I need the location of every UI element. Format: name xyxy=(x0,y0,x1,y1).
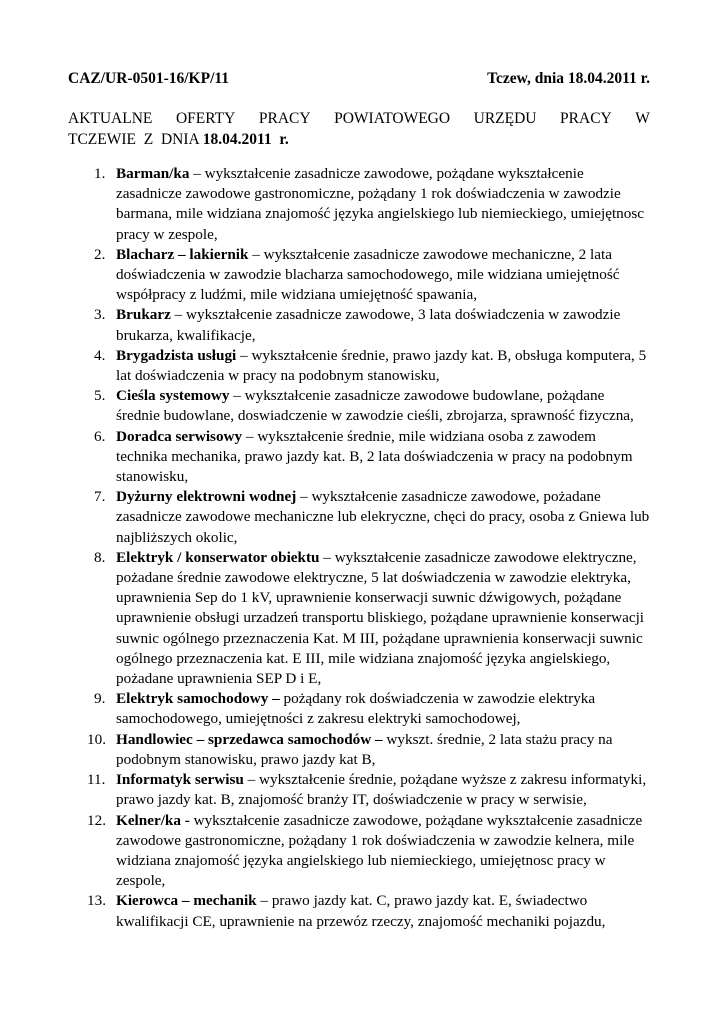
offer-description: – wykształcenie zasadnicze zawodowe mechaniczne, 2 lata doświadczenia w zawodzie blacharza samochodowego, mile widziana umiejętność współpracy z ludźmi, mile widziana umiejętność spawania, xyxy=(116,245,620,304)
offer-number: 11. xyxy=(87,771,106,789)
offer-number: 6. xyxy=(94,427,106,445)
title-date: 18.04.2011 r. xyxy=(202,131,289,148)
offer-description: – prawo jazdy kat. C, prawo jazdy kat. E, świadectwo kwalifikacji CE, uprawnienie na przewóz rzeczy, znajomość mechaniki pojazdu, xyxy=(116,892,606,930)
offer-description: – wykształcenie zasadnicze zawodowe, pożadane zasadnicze zawodowe mechaniczne lub elekryczne, chęci do pracy, osoba z Gniewa lub najbliższych okolic, xyxy=(116,488,650,546)
job-offer-item xyxy=(68,689,650,729)
job-offer-item xyxy=(68,245,650,306)
offer-name: Kierowca – mechanik xyxy=(116,892,257,910)
title-line-1 xyxy=(68,108,650,129)
offer-number: 2. xyxy=(94,245,106,263)
document-title xyxy=(68,108,650,150)
place-and-date: Tczew, dnia 18.04.2011 r. xyxy=(487,70,650,87)
title-prefix: TCZEWIE Z DNIA xyxy=(68,131,203,148)
offer-name: Blacharz – lakiernik xyxy=(116,245,249,263)
offer-description: pożądany rok doświadczenia w zawodzie elektryka samochodowego, umiejętności z zakresu elektryki samochodowej, xyxy=(116,690,596,728)
job-offer-item xyxy=(68,386,650,426)
offer-description: – wykształcenie średnie, pożądane wyższe z zakresu informatyki, prawo jazdy kat. B, znajomość branży IT, doświadczenie w pracy w serwisie, xyxy=(116,771,647,809)
offer-description: – wykształcenie zasadnicze zawodowe, 3 lata doświadczenia w zawodzie brukarza, kwalifikacje, xyxy=(116,306,621,344)
offer-name: Cieśla systemowy xyxy=(116,387,230,405)
offer-description: wykszt. średnie, 2 lata stażu pracy na podobnym stanowisku, prawo jazdy kat B, xyxy=(116,730,613,768)
title-word: OFERTY xyxy=(175,110,236,127)
title-word: POWIATOWEGO xyxy=(334,110,451,127)
job-offer-item xyxy=(68,548,650,689)
job-offer-item xyxy=(68,730,650,770)
offer-name: Elektryk samochodowy – xyxy=(116,690,280,708)
offer-description: wykształcenie zasadnicze zawodowe, pożądane wykształcenie zasadnicze zawodowe gastronomiczne, pożądany 1 rok doświadczenia w zawodzie kelnera, mile widziana znajomość języka angielskiego lub niemieckiego, umiejętnosc pracy w zespole, xyxy=(116,811,643,890)
job-offer-item xyxy=(68,427,650,488)
offer-name: Dyżurny elektrowni wodnej xyxy=(116,488,297,506)
reference-number: CAZ/UR-0501-16/KP/11 xyxy=(68,70,230,87)
title-word: URZĘDU xyxy=(473,110,537,127)
offer-number: 7. xyxy=(94,488,106,506)
offer-description: – wykształcenie średnie, prawo jazdy kat. B, obsługa komputera, 5 lat doświadczenia w pracy na podobnym stanowisku, xyxy=(116,346,647,385)
offer-name: Handlowiec – sprzedawca samochodów – xyxy=(116,730,383,748)
offer-name: Doradca serwisowy xyxy=(116,427,243,445)
document-header xyxy=(68,70,650,92)
offer-name: Kelner/ka - xyxy=(116,811,190,829)
offer-name: Informatyk serwisu xyxy=(116,771,244,789)
offer-description: – wykształcenie zasadnicze zawodowe, pożądane wykształcenie zasadnicze zawodowe gastronomiczne, pożądany 1 rok doświadczenia w zawodzie barmana, mile widziana znajomość języka angielskiego lub niemieckiego, umiejętnosc pracy w zespole, xyxy=(116,165,645,243)
offer-number: 13. xyxy=(87,892,106,910)
job-offer-item xyxy=(68,891,650,931)
offer-number: 10. xyxy=(87,730,106,748)
offer-description: – wykształcenie średnie, mile widziana osoba z zawodem technika mechanika, prawo jazdy kat. B, 2 lata doświadczenia w pracy na podobnym stanowisku, xyxy=(116,427,633,486)
offer-number: 8. xyxy=(94,548,106,566)
job-offer-item xyxy=(68,305,650,345)
offer-name: Brygadzista usługi xyxy=(116,346,237,364)
title-line-2 xyxy=(68,129,650,150)
offer-name: Barman/ka xyxy=(116,165,190,182)
job-offer-item xyxy=(68,770,650,810)
job-offer-item xyxy=(68,811,650,892)
title-word: W xyxy=(635,110,650,127)
offer-name: Brukarz xyxy=(116,306,171,324)
offer-description: – wykształcenie zasadnicze zawodowe elektryczne, pożadane średnie zawodowe elektryczne, 5 lat doświadczenia w zawodzie elektryka, uprawnienia Sep do 1 kV, uprawnienie konserwacji suwnic dźwigowych, pożądane uprawnienie obsługi urzadzeń transportu bliskiego, pożądane uprawnienie konserwacji suwnic ogólnego przeznaczenia Kat. M III, pożądane uprawnienia konserwacji suwnic ogólnego przeznaczenia kat. E III, mile widziana znajomość języka angielskiego, pożadane uprawnienia SEP D i E, xyxy=(116,548,645,688)
job-offer-item xyxy=(68,164,650,245)
job-offer-item xyxy=(68,487,650,548)
offer-number: 9. xyxy=(94,690,106,708)
offer-name: Elektryk / konserwator obiektu xyxy=(116,548,320,566)
offer-description: – wykształcenie zasadnicze zawodowe budowlane, pożądane średnie budowlane, doswiadczenie w zawodzie cieśli, zbrojarza, sprawność fizyczna, xyxy=(116,387,634,425)
title-word: PRACY xyxy=(560,110,612,127)
job-offers-list xyxy=(68,164,650,932)
offer-number: 4. xyxy=(94,346,106,364)
offer-number: 1. xyxy=(94,165,106,182)
title-word: PRACY xyxy=(258,110,311,127)
offer-number: 12. xyxy=(87,811,106,829)
offer-number: 3. xyxy=(94,306,106,324)
title-word: AKTUALNE xyxy=(68,110,153,127)
offer-number: 5. xyxy=(94,387,106,405)
job-offer-item xyxy=(68,346,650,386)
